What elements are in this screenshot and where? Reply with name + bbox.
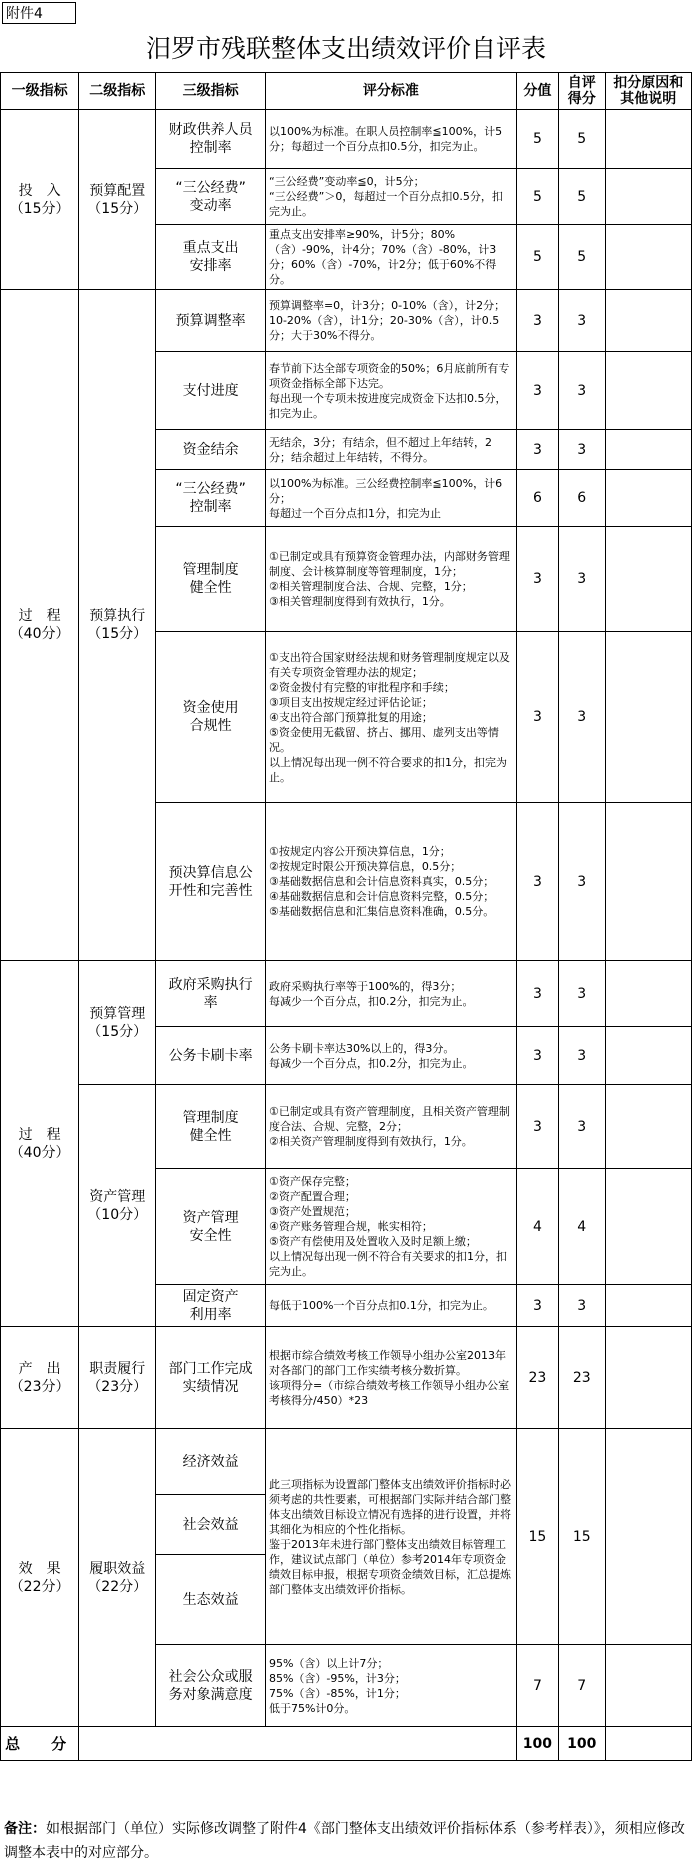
level2-asset-mgmt: 资产管理 （10分） [79, 1085, 156, 1327]
criteria-cell: 公务卡刷卡率达30%以上的，得3分。 每减少一个百分点，扣0.2分，扣完为止。 [265, 1027, 516, 1085]
self-score-cell: 3 [558, 290, 605, 352]
level1-process-2: 过 程 （40分） [1, 961, 79, 1327]
self-score-cell: 3 [558, 352, 605, 430]
level3-cell: 资金使用 合规性 [156, 632, 266, 803]
level3-cell: 资金结余 [156, 430, 266, 470]
header-level1: 一级指标 [1, 73, 79, 110]
table-row [1, 1085, 692, 1169]
self-score-cell: 3 [558, 527, 605, 632]
self-score-cell: 3 [558, 430, 605, 470]
header-self-score: 自评 得分 [558, 73, 605, 110]
score-cell: 3 [516, 1085, 558, 1169]
score-cell: 23 [516, 1327, 558, 1429]
deduction-cell [605, 1169, 691, 1285]
deduction-cell [605, 225, 691, 290]
criteria-cell: ①已制定或具有预算资金管理办法，内部财务管理制度、会计核算制度等管理制度，1分； ②相关管理制度合法、合规、完整，1分； ③相关管理制度得到有效执行，1分。 [265, 527, 516, 632]
level3-cell: 预决算信息公 开性和完善性 [156, 803, 266, 961]
self-score-cell: 3 [558, 961, 605, 1027]
level3-cell: 预算调整率 [156, 290, 266, 352]
level3-economic-benefit: 经济效益 [156, 1429, 266, 1495]
criteria-cell: 春节前下达全部专项资金的50%；6月底前所有专项资金指标全部下达完。 每出现一个专项未按进度完成资金下达扣0.5分，扣完为止。 [265, 352, 516, 430]
level3-cell: 固定资产 利用率 [156, 1285, 266, 1327]
criteria-cell: 此三项指标为设置部门整体支出绩效评价指标时必须考虑的共性要素，可根据部门实际并结合部门整体支出绩效目标设立情况有选择的进行设置，并将其细化为相应的个性化指标。 鉴于2013年未进行部门整体支出绩效目标管理工作，建议试点部门（单位）参考2014年专项资金绩效目标申报，根据专项资金绩效目标，汇总提炼部门整体支出绩效评价指标。 [265, 1429, 516, 1645]
criteria-cell: 预算调整率=0，计3分；0-10%（含），计2分；10-20%（含），计1分；20-30%（含），计0.5分；大于30%不得分。 [265, 290, 516, 352]
score-cell: 7 [516, 1645, 558, 1727]
score-cell: 6 [516, 470, 558, 527]
self-score-cell: 23 [558, 1327, 605, 1429]
level3-social-benefit: 社会效益 [156, 1495, 266, 1555]
score-cell: 5 [516, 169, 558, 225]
level3-cell: 社会公众或服 务对象满意度 [156, 1645, 266, 1727]
table-row [1, 290, 692, 352]
level1-input: 投 入 （15分） [1, 110, 79, 290]
level3-ecological-benefit: 生态效益 [156, 1555, 266, 1645]
deduction-cell [605, 803, 691, 961]
level2-performance: 履职效益 （22分） [79, 1429, 156, 1727]
table-row [1, 1429, 692, 1495]
score-cell: 3 [516, 961, 558, 1027]
total-row [1, 1727, 692, 1761]
level3-cell: 管理制度 健全性 [156, 1085, 266, 1169]
level3-cell: 部门工作完成 实绩情况 [156, 1327, 266, 1429]
level3-cell: “三公经费” 控制率 [156, 470, 266, 527]
score-cell: 4 [516, 1169, 558, 1285]
self-score-cell: 6 [558, 470, 605, 527]
level3-cell: 资产管理 安全性 [156, 1169, 266, 1285]
criteria-cell: ①按规定内容公开预决算信息，1分； ②按规定时限公开预决算信息，0.5分； ③基础数据信息和会计信息资料真实，0.5分； ④基础数据信息和会计信息资料完整，0.5分； ⑤基础数据信息和汇集信息资料准确，0.5分。 [265, 803, 516, 961]
deduction-cell [605, 110, 691, 169]
footnote [4, 1817, 688, 1865]
deduction-cell [605, 1285, 691, 1327]
score-cell: 3 [516, 632, 558, 803]
footnote-label: 备注： [4, 1821, 46, 1837]
level2-budget-mgmt: 预算管理 （15分） [79, 961, 156, 1085]
deduction-cell [605, 290, 691, 352]
score-cell: 3 [516, 430, 558, 470]
deduction-cell [605, 430, 691, 470]
level2-budget-config: 预算配置 （15分） [79, 110, 156, 290]
total-score: 100 [516, 1727, 558, 1761]
level1-effect: 效 果 （22分） [1, 1429, 79, 1727]
score-cell: 15 [516, 1429, 558, 1645]
self-score-cell: 15 [558, 1429, 605, 1645]
level3-cell: 管理制度 健全性 [156, 527, 266, 632]
table-row [1, 110, 692, 169]
deduction-cell [605, 1027, 691, 1085]
score-cell: 3 [516, 527, 558, 632]
level3-cell: 财政供养人员 控制率 [156, 110, 266, 169]
criteria-cell: 以100%为标准。三公经费控制率≦100%，计6分； 每超过一个百分点扣1分，扣完为止 [265, 470, 516, 527]
self-score-cell: 3 [558, 803, 605, 961]
criteria-cell: 无结余，3分；有结余，但不超过上年结转，2分；结余超过上年结转，不得分。 [265, 430, 516, 470]
header-row [1, 73, 692, 110]
level2-budget-execution: 预算执行 （15分） [79, 290, 156, 961]
level3-cell: 公务卡刷卡率 [156, 1027, 266, 1085]
criteria-cell: “三公经费”变动率≦0，计5分； “三公经费”＞0，每超过一个百分点扣0.5分，扣完为止。 [265, 169, 516, 225]
score-cell: 3 [516, 1027, 558, 1085]
score-cell: 3 [516, 352, 558, 430]
self-score-cell: 3 [558, 1027, 605, 1085]
deduction-cell [605, 961, 691, 1027]
criteria-cell: ①已制定或具有资产管理制度，且相关资产管理制度合法、合规、完整，2分； ②相关资产管理制度得到有效执行，1分。 [265, 1085, 516, 1169]
self-score-cell: 3 [558, 1285, 605, 1327]
total-label: 总 分 [1, 1727, 79, 1761]
evaluation-table [0, 72, 692, 1761]
criteria-cell: 根据市综合绩效考核工作领导小组办公室2013年对各部门的部门工作实绩考核分数折算。 该项得分=（市综合绩效考核工作领导小组办公室考核得分/450）*23 [265, 1327, 516, 1429]
deduction-cell [605, 470, 691, 527]
total-self-score: 100 [558, 1727, 605, 1761]
self-score-cell: 5 [558, 169, 605, 225]
criteria-cell: 95%（含）以上计7分； 85%（含）-95%，计3分； 75%（含）-85%，计1分； 低于75%计0分。 [265, 1645, 516, 1727]
score-cell: 5 [516, 110, 558, 169]
deduction-cell [605, 1645, 691, 1727]
header-level3: 三级指标 [156, 73, 266, 110]
self-score-cell: 3 [558, 632, 605, 803]
criteria-cell: 以100%为标准。在职人员控制率≦100%，计5分；每超过一个百分点扣0.5分，扣完为止。 [265, 110, 516, 169]
header-score: 分值 [516, 73, 558, 110]
total-blank [79, 1727, 517, 1761]
level1-output: 产 出 （23分） [1, 1327, 79, 1429]
criteria-cell: 重点支出安排率≥90%，计5分；80%（含）-90%，计4分；70%（含）-80%，计3分；60%（含）-70%，计2分；低于60%不得分。 [265, 225, 516, 290]
self-score-cell: 4 [558, 1169, 605, 1285]
level2-duty: 职责履行 （23分） [79, 1327, 156, 1429]
deduction-cell [605, 527, 691, 632]
table-row [1, 1327, 692, 1429]
self-score-cell: 7 [558, 1645, 605, 1727]
criteria-cell: ①资产保存完整； ②资产配置合理； ③资产处置规范； ④资产账务管理合规，帐实相符； ⑤资产有偿使用及处置收入及时足额上缴； 以上情况每出现一例不符合有关要求的扣1分，扣完为止。 [265, 1169, 516, 1285]
deduction-cell [605, 352, 691, 430]
deduction-cell [605, 1327, 691, 1429]
table-row [1, 961, 692, 1027]
level3-cell: 支付进度 [156, 352, 266, 430]
deduction-cell [605, 1429, 691, 1645]
level1-process: 过 程 （40分） [1, 290, 79, 961]
score-cell: 3 [516, 1285, 558, 1327]
score-cell: 3 [516, 803, 558, 961]
level3-cell: “三公经费” 变动率 [156, 169, 266, 225]
criteria-cell: ①支出符合国家财经法规和财务管理制度规定以及有关专项资金管理办法的规定； ②资金拨付有完整的审批程序和手续； ③项目支出按规定经过评估论证； ④支出符合部门预算批复的用途； ⑤资金使用无截留、挤占、挪用、虚列支出等情况。 以上情况每出现一例不符合要求的扣1分，扣完为止。 [265, 632, 516, 803]
criteria-cell: 每低于100%一个百分点扣0.1分，扣完为止。 [265, 1285, 516, 1327]
header-criteria: 评分标准 [265, 73, 516, 110]
self-score-cell: 5 [558, 110, 605, 169]
deduction-cell [605, 169, 691, 225]
score-cell: 5 [516, 225, 558, 290]
deduction-cell [605, 632, 691, 803]
attachment-label: 附件4 [2, 2, 76, 24]
criteria-cell: 政府采购执行率等于100%的，得3分； 每减少一个百分点，扣0.2分，扣完为止。 [265, 961, 516, 1027]
footnote-text: 如根据部门（单位）实际修改调整了附件4《部门整体支出绩效评价指标体系（参考样表）》，须相应修改调整本表中的对应部分。 [4, 1821, 685, 1861]
deduction-cell [605, 1085, 691, 1169]
deduction-cell [605, 1727, 691, 1761]
header-deduction: 扣分原因和 其他说明 [605, 73, 691, 110]
level3-cell: 重点支出 安排率 [156, 225, 266, 290]
page-title: 汨罗市残联整体支出绩效评价自评表 [145, 34, 546, 63]
self-score-cell: 3 [558, 1085, 605, 1169]
self-score-cell: 5 [558, 225, 605, 290]
level3-cell: 政府采购执行 率 [156, 961, 266, 1027]
header-level2: 二级指标 [79, 73, 156, 110]
score-cell: 3 [516, 290, 558, 352]
